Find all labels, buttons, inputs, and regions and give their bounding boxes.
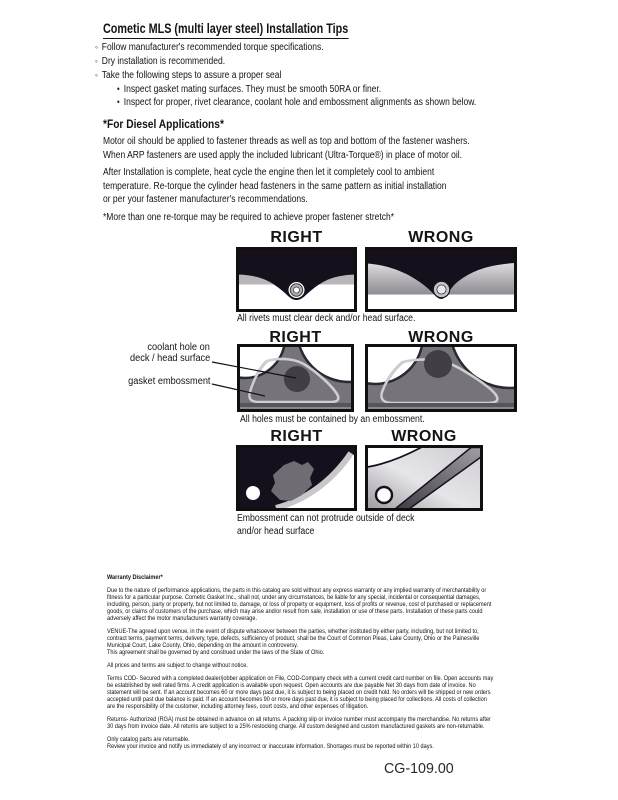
list-item-text: Take the following steps to assure a proper seal <box>101 70 282 81</box>
paragraph-line: After Installation is complete, heat cycle the engine then let it completely cool to ambient <box>103 167 435 178</box>
row1-caption: All rivets must clear deck and/or head surface. <box>237 313 416 324</box>
row1-caption-wrap <box>237 313 442 324</box>
warranty-line: 30 days from invoice date. All returns are subject to a 25% restocking charge. All custom designed and custom manufactured gaskets are non-returnable. <box>107 723 485 730</box>
bolt-hole-icon <box>246 486 260 500</box>
diesel-heading-wrap <box>103 117 245 131</box>
warranty-line: Terms COD- Secured with a completed dealer/jobber application on File, COD-Company check with a current credit card number on file. Open accounts may <box>107 675 494 682</box>
embossment-right-diagram <box>237 344 354 412</box>
warranty-line: VENUE-The agreed upon venue, in the event of dispute whatsoever between the parties, whether instituted by either party, including, but not limited to, <box>107 628 479 635</box>
list-item <box>95 70 473 84</box>
list-sub-item <box>117 97 476 110</box>
warranty-paragraph <box>107 587 527 622</box>
protrusion-right-diagram <box>236 445 357 511</box>
row3-right-label: RIGHT <box>270 428 323 445</box>
paragraph-line: or per your fastener manufacturer's recommendations. <box>103 194 308 205</box>
coolant-hole-icon <box>424 350 452 378</box>
warranty-line: Review your invoice and notify us immediately of any incorrect or inaccurate information. Shortages must be reported within 10 days. <box>107 743 434 750</box>
paragraph-line: *More than one re-torque may be required to achieve proper fastener stretch* <box>103 212 395 223</box>
bullet-icon: ◦ <box>95 70 98 80</box>
rivet-right-diagram <box>236 247 357 312</box>
warranty-block <box>107 574 527 756</box>
warranty-line: be established by well rated firms. A credit application is available upon request. Open accounts are due payable Net 30 days from date of invoice. No <box>107 682 476 689</box>
diesel-note <box>103 211 445 225</box>
list-item-text: Inspect gasket mating surfaces. They must be smooth 50RA or finer. <box>123 84 382 95</box>
list-item <box>95 42 473 56</box>
diesel-heading: *For Diesel Applications* <box>103 117 224 131</box>
row1-right-label: RIGHT <box>270 229 323 246</box>
diesel-paragraph-2 <box>103 166 507 207</box>
rivet-icon <box>289 282 305 298</box>
rivet-wrong-diagram <box>365 247 517 312</box>
callout-line: coolant hole on <box>147 342 210 353</box>
warranty-line: Only catalog parts are returnable. <box>107 736 190 743</box>
warranty-line: adversely affect the motor manufacturers warranty coverage. <box>107 615 258 622</box>
warranty-line: This agreement shall be governed by and construed under the laws of the State of Ohio. <box>107 649 325 656</box>
callout-line: gasket embossment <box>127 376 210 387</box>
diesel-paragraph-1 <box>103 135 534 162</box>
row2-caption: All holes must be contained by an embossment. <box>240 414 425 425</box>
warranty-line: fitness for a particular purpose. Cometic Gasket Inc., shall not, under any circumstances, be liable for any special, incidental or consequential damages, <box>107 594 481 601</box>
page-title: Cometic MLS (multi layer steel) Installation Tips <box>103 21 348 39</box>
page-title-wrap <box>103 20 410 39</box>
row2-caption-wrap <box>240 414 452 425</box>
warranty-paragraph <box>107 675 527 710</box>
warranty-line: contract terms, payment terms, delivery, type, defects, sufficiency of product, shall be the Court of Common Pleas, Lake County, Ohio or the Painesville <box>107 635 480 642</box>
sub-bullet-icon: • <box>117 84 120 94</box>
gasket-embossment-callout <box>110 376 210 387</box>
bolt-hole-icon <box>376 487 392 503</box>
warranty-line: goods, or claims of customers of the purchase, which may arise and/or result from sale, installation or use of these parts. Installation of these parts could <box>107 608 483 615</box>
warranty-paragraph <box>107 736 527 750</box>
warranty-heading: Warranty Disclaimer* <box>107 574 163 581</box>
bullet-icon: ◦ <box>95 56 98 66</box>
warranty-line: statement will be sent. If an account becomes 60 or more days past due, it is subject to being placed on credit hold. No orders will be shipped or new orders <box>107 689 491 696</box>
row1-wrong-label: WRONG <box>408 229 474 246</box>
callout-line: deck / head surface <box>129 353 210 364</box>
list-item <box>95 56 473 70</box>
row2-wrong-label: WRONG <box>408 329 474 346</box>
warranty-line: including, person, party or property, but not limited to, damage, or loss of property or equipment, loss of profits or revenue, cost of purchased or replacement <box>107 601 492 608</box>
rivet-icon <box>433 281 449 297</box>
warranty-line: Municipal Court, Lake County, Ohio, depending on the amount in controversy. <box>107 642 299 649</box>
sub-bullet-icon: • <box>117 97 120 107</box>
warranty-line: accepted until past due balance is paid. If an account becomes 90 or more days past due, it is subject to being placed for collections. All costs of collection <box>107 696 487 703</box>
list-item-text: Follow manufacturer's recommended torque specifications. <box>101 42 324 53</box>
list-item-text: Dry installation is recommended. <box>101 56 226 67</box>
coolant-hole-icon <box>284 366 310 392</box>
row3-caption-wrap <box>237 513 441 537</box>
warranty-line: Due to the nature of performance applications, the parts in this catalog are sold without any express warranty or any implied warranty of merchantability or <box>107 587 487 594</box>
paragraph-line: Motor oil should be applied to fastener threads as well as top and bottom of the fastener washers. <box>103 136 470 147</box>
row3-caption-line: Embossment can not protrude outside of deck <box>237 513 415 524</box>
row3-caption-line: and/or head surface <box>237 525 315 537</box>
warranty-paragraph <box>107 716 527 730</box>
page-code: CG-109.00 <box>384 760 454 777</box>
row3-wrong-label: WRONG <box>391 428 457 445</box>
protrusion-wrong-diagram <box>365 445 483 511</box>
warranty-line: All prices and terms are subject to change without notice. <box>107 662 248 669</box>
bullet-icon: ◦ <box>95 42 98 52</box>
warranty-paragraph <box>107 628 527 656</box>
paragraph-line: When ARP fasteners are used apply the included lubricant (Ultra-Torque®) in place of motor oil. <box>103 149 463 161</box>
tips-list <box>95 42 540 110</box>
list-item-text: Inspect for proper, rivet clearance, coolant hole and embossment alignments as shown below. <box>123 97 477 108</box>
coolant-hole-callout <box>110 342 210 364</box>
warranty-line: are the responsibility of the customer, including attorney fees, court costs, and other expenses of litigation. <box>107 703 369 710</box>
row2-right-label: RIGHT <box>269 329 322 346</box>
warranty-line: Returns- Authorized (RGA) must be obtained in advance on all returns. A packing slip or invoice number must accompany the merchandise. No returns after <box>107 716 491 723</box>
paragraph-line: temperature. Re-torque the cylinder head fasteners in the same pattern as initial installation <box>103 180 447 192</box>
embossment-wrong-diagram <box>365 344 517 412</box>
warranty-paragraph <box>107 662 527 669</box>
list-sub-item <box>117 84 476 97</box>
